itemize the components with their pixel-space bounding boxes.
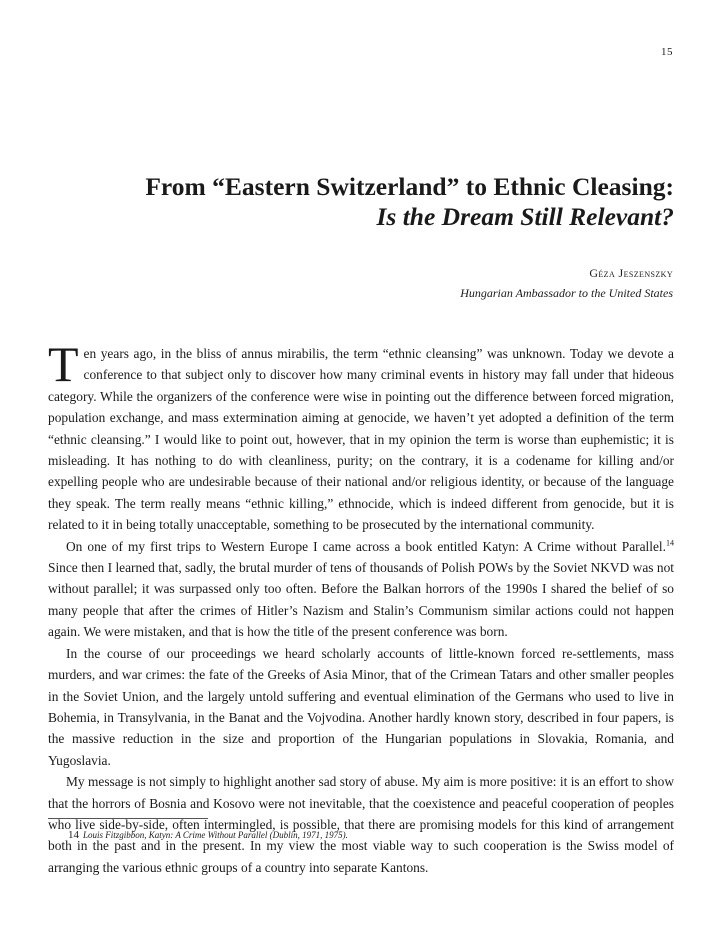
author-name: Géza Jeszenszky (589, 266, 673, 280)
drop-cap: T (48, 336, 79, 392)
paragraph-2-text-b: Since then I learned that, sadly, the brutal murder of tens of thousands of Polish POWs by the Soviet NKVD was not without parallel; it was surpassed only too often. Before the Balkan horrors of the 1990s I shared the belief of so many people that after the crimes of Hitler’s Nazism and Stalin’s Communism similar actions could not happen again. We were mistaken, and that is how the title of the present conference was born. (48, 560, 674, 640)
paragraph-2-text-a: On one of my first trips to Western Europe I came across a book entitled Katyn: A Crime without Parallel. (66, 538, 666, 554)
paragraph-1 (48, 336, 674, 536)
author-block (460, 263, 673, 303)
page-number: 15 (661, 46, 673, 58)
footnote-text: Louis Fitzgibbon, Katyn: A Crime Without Parallel (Dublin, 1971, 1975). (83, 830, 348, 840)
author-role: Hungarian Ambassador to the United States (460, 286, 673, 300)
article-body (48, 336, 674, 878)
paragraph-3: In the course of our proceedings we heard scholarly accounts of little-known forced re-settlements, mass murders, and war crimes: the fate of the Greeks of Asia Minor, that of the Crimean Tatars and other smaller peoples in the Soviet Union, and the largely untold suffering and eventual elimination of the Germans who used to live in Bohemia, in Transylvania, in the Banat and the Vojvodina. Another hardly known story, described in four papers, is the massive reduction in the size and proportion of the Hungarian populations in Slovakia, Romania, and Yugoslavia. (48, 645, 674, 768)
footnote-number: 14 (68, 829, 79, 841)
footnote (68, 829, 348, 841)
article-heading (60, 172, 674, 232)
footnote-reference[interactable]: 14 (666, 538, 674, 548)
article-title: From “Eastern Switzerland” to Ethnic Cleasing: (145, 172, 674, 201)
article-subtitle: Is the Dream Still Relevant? (376, 202, 674, 231)
paragraph-4: My message is not simply to highlight another sad story of abuse. My aim is more positive: it is an effort to show that the horrors of Bosnia and Kosovo were not inevitable, that the coexistence and peaceful cooperation of peoples who live side-by-side, often intermingled, is possible, that there are promising models for this kind of arrangement both in the past and in the present. In my view the most viable way to such cooperation is the Swiss model of arranging the various ethnic groups of a country into separate Kantons. (48, 774, 674, 875)
footnote-divider (48, 818, 208, 819)
paragraph-2 (48, 536, 674, 643)
paragraph-1-text: en years ago, in the bliss of annus mirabilis, the term “ethnic cleansing” was unknown. Today we devote a conference to that subject only to discover how many criminal events in history may fall under that hideous category. While the organizers of the conference were wise in pointing out the difference between forced migration, population exchange, and mass extermination aiming at genocide, we haven’t yet adopted a definition of the term “ethnic cleansing.” I would like to point out, however, that in my opinion the term is worse than euphemistic; it is misleading. It has nothing to do with cleanliness, purity; on the contrary, it is a codename for killing and/or expelling people who are undesirable because of their national and/or religious identity, or because of the language they speak. The term really means “ethnic killing,” ethnocide, which is indeed different from genocide, but it is related to it in being totally unacceptable, something to be prosecuted by the international community. (48, 346, 674, 533)
